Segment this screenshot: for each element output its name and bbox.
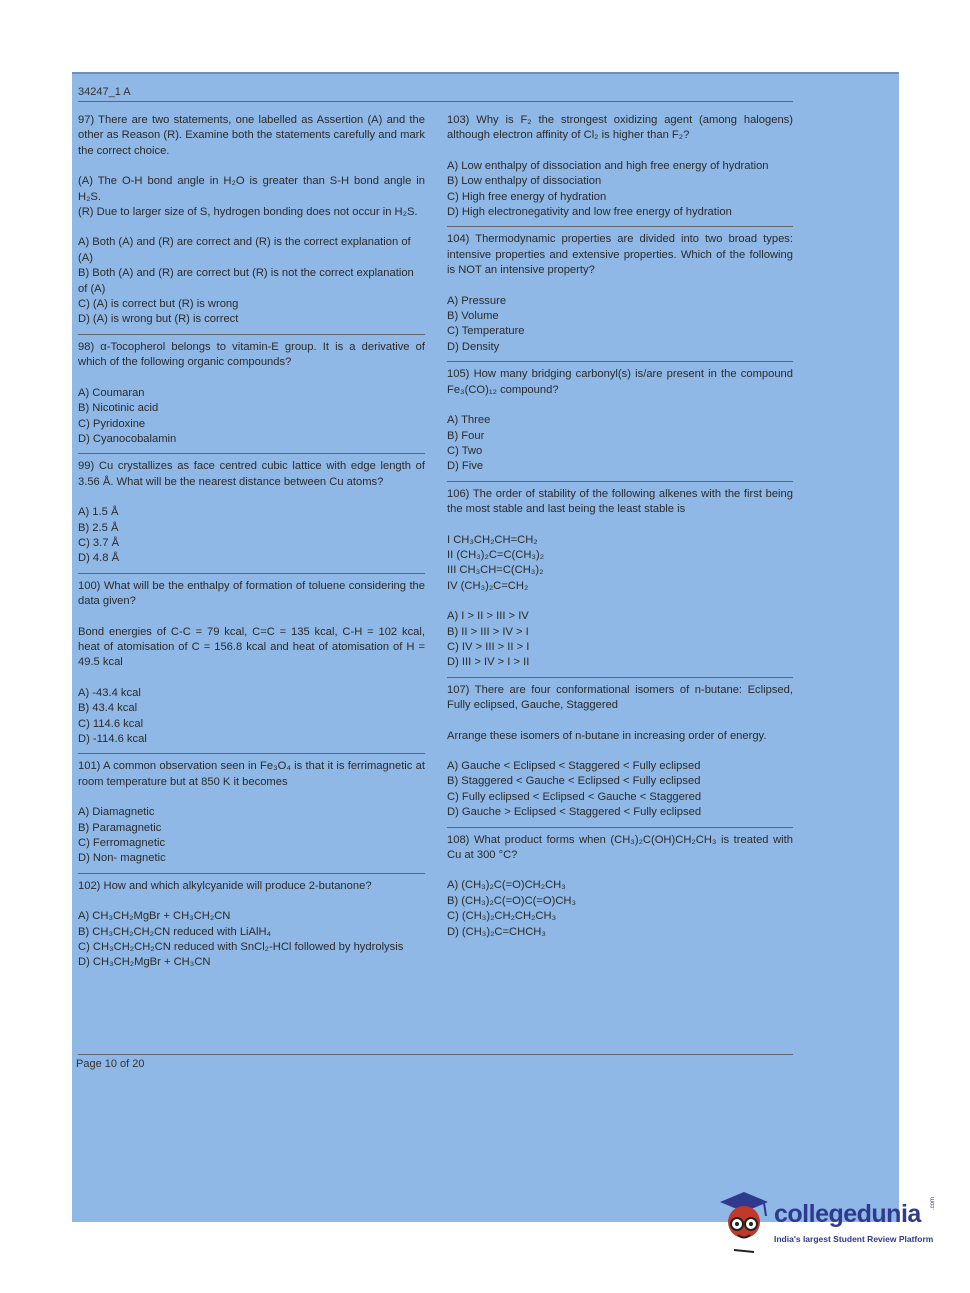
question-statement: IV (CH₃)₂C=CH₂	[447, 579, 529, 592]
question-text: 99) Cu crystallizes as face centred cubic lattice with edge length of 3.56 Å. What will be the nearest distance between Cu atoms?	[78, 460, 425, 488]
question-statement: (A) The O-H bond angle in H₂O is greater than S-H bond angle in H₂S.	[78, 175, 425, 203]
mascot-icon	[712, 1188, 774, 1258]
spacer	[447, 279, 793, 294]
answer-option[interactable]: B) Low enthalpy of dissociation	[447, 175, 602, 188]
answer-option[interactable]: D) Non- magnetic	[78, 852, 166, 865]
spacer	[78, 610, 425, 625]
answer-option[interactable]: B) Paramagnetic	[78, 821, 162, 834]
logo-domain: .com	[930, 1196, 936, 1210]
answer-option[interactable]: A) Gauche < Eclipsed < Staggered < Fully eclipsed	[447, 760, 701, 772]
paper-code: 34247_1 A	[78, 86, 131, 98]
answer-option[interactable]: C) (A) is correct but (R) is wrong	[78, 298, 239, 311]
answer-option[interactable]: D) High electronegativity and low free energy of hydration	[447, 206, 732, 219]
answer-option[interactable]: B) 43.4 kcal	[78, 702, 138, 715]
answer-option[interactable]: D) CH₃CH₂MgBr + CH₃CN	[78, 956, 211, 969]
answer-option[interactable]: C) Fully eclipsed < Eclipsed < Gauche < Staggered	[447, 790, 702, 803]
spacer	[78, 894, 425, 909]
question-statement: (R) Due to larger size of S, hydrogen bonding does not occur in H₂S.	[78, 206, 418, 219]
header-rule	[78, 101, 793, 102]
question-separator	[447, 481, 793, 482]
logo-tagline: India's largest Student Review Platform	[774, 1234, 934, 1244]
footer-rule	[78, 1054, 793, 1055]
question-text: 102) How and which alkylcyanide will produce 2-butanone?	[78, 879, 372, 892]
answer-option[interactable]: C) CH₃CH₂CH₂CN reduced with SnCl₂-HCl followed by hydrolysis	[78, 941, 404, 954]
answer-option[interactable]: C) IV > III > II > I	[447, 640, 530, 653]
question-text: 106) The order of stability of the following alkenes with the first being the most stable and last being the least stable is	[447, 487, 793, 516]
answer-option[interactable]: D) III > IV > I > II	[447, 656, 530, 669]
answer-option[interactable]: C) Two	[447, 444, 483, 457]
question-separator	[447, 361, 793, 362]
question-separator	[447, 226, 793, 227]
answer-option[interactable]: B) Both (A) and (R) are correct but (R) is not the correct explanation of (A)	[78, 267, 414, 295]
spacer	[78, 671, 425, 686]
answer-option[interactable]: B) CH₃CH₂CH₂CN reduced with LiAlH₄	[78, 925, 272, 938]
answer-option[interactable]: D) Cyanocobalamin	[78, 432, 177, 445]
spacer	[78, 220, 425, 235]
question-statement: Bond energies of C-C = 79 kcal, C=C = 135 kcal, C-H = 102 kcal, heat of atomisation of C = 156.8 kcal and heat of atomisation of H = 49.5 kcal	[78, 625, 425, 669]
question-text: 97) There are two statements, one labelled as Assertion (A) and the other as Reason (R). Examine both the statements carefully and mark the correct choice.	[78, 114, 425, 157]
question-statement: Arrange these isomers of n-butane in increasing order of energy.	[447, 729, 767, 742]
answer-option[interactable]: D) -114.6 kcal	[78, 733, 147, 745]
answer-option[interactable]: A) Both (A) and (R) are correct and (R) is the correct explanation of (A)	[78, 236, 411, 264]
answer-option[interactable]: D) Density	[447, 340, 500, 353]
answer-option[interactable]: B) (CH₃)₂C(=O)C(=O)CH₃	[447, 894, 577, 907]
question-separator	[447, 827, 793, 828]
answer-option[interactable]: C) Temperature	[447, 325, 525, 338]
answer-option[interactable]: D) 4.8 Å	[78, 552, 120, 565]
question-text: 104) Thermodynamic properties are divided into two broad types: intensive properties and extensive properties. Which of the following is NOT an intensive property?	[447, 233, 793, 277]
right-column	[447, 113, 793, 940]
page-number: Page 10 of 20	[76, 1058, 145, 1070]
answer-option[interactable]: D) (CH₃)₂C=CHCH₃	[447, 925, 546, 938]
question-statement: III CH₃CH=C(CH₃)₂	[447, 564, 544, 577]
question-text: 103) Why is F₂ the strongest oxidizing agent (among halogens) although electron affinity of Cl₂ is higher than F₂?	[447, 114, 793, 142]
question-separator	[78, 334, 425, 335]
spacer	[447, 744, 793, 759]
answer-option[interactable]: B) 2.5 Å	[78, 521, 119, 534]
answer-option[interactable]: B) Volume	[447, 310, 499, 323]
spacer	[447, 594, 793, 609]
collegedunia-logo	[712, 1188, 942, 1258]
answer-option[interactable]: A) Diamagnetic	[78, 806, 155, 819]
question-text: 101) A common observation seen in Fe₃O₄ is that it is ferrimagnetic at room temperature but at 850 K it becomes	[78, 760, 425, 788]
question-text: 105) How many bridging carbonyl(s) is/are present in the compound Fe₃(CO)₁₂ compound?	[447, 368, 793, 396]
answer-option[interactable]: A) -43.4 kcal	[78, 686, 141, 699]
spacer	[447, 398, 793, 413]
question-statement: I CH₃CH₂CH=CH₂	[447, 533, 538, 546]
answer-option[interactable]: A) I > II > III > IV	[447, 610, 529, 623]
spacer	[447, 863, 793, 878]
answer-option[interactable]: A) Coumaran	[78, 386, 145, 399]
answer-option[interactable]: B) Four	[447, 429, 485, 442]
answer-option[interactable]: A) Pressure	[447, 294, 507, 307]
answer-option[interactable]: C) (CH₃)₂CH₂CH₂CH₃	[447, 910, 557, 923]
answer-option[interactable]: A) (CH₃)₂C(=O)CH₂CH₃	[447, 879, 566, 892]
answer-option[interactable]: A) Low enthalpy of dissociation and high free energy of hydration	[447, 159, 769, 172]
answer-option[interactable]: C) Pyridoxine	[78, 417, 146, 430]
answer-option[interactable]: A) 1.5 Å	[78, 506, 119, 519]
answer-option[interactable]: D) Five	[447, 460, 484, 473]
question-separator	[78, 873, 425, 874]
answer-option[interactable]: A) Three	[447, 414, 491, 427]
answer-option[interactable]: B) Nicotinic acid	[78, 402, 159, 415]
spacer	[447, 714, 793, 729]
answer-option[interactable]: D) Gauche > Eclipsed < Staggered < Fully eclipsed	[447, 806, 702, 819]
question-text: 107) There are four conformational isomers of n-butane: Eclipsed, Fully eclipsed, Gauche, Staggered	[447, 683, 793, 712]
spacer	[78, 790, 425, 805]
question-separator	[78, 573, 425, 574]
spacer	[78, 159, 425, 174]
question-text: 100) What will be the enthalpy of formation of toluene considering the data given?	[78, 579, 425, 608]
logo-wordmark: collegedunia	[774, 1200, 921, 1228]
answer-option[interactable]: C) 3.7 Å	[78, 536, 120, 549]
spacer	[78, 371, 425, 386]
answer-option[interactable]: C) 114.6 kcal	[78, 717, 144, 730]
left-column	[78, 113, 425, 971]
question-separator	[447, 677, 793, 678]
answer-option[interactable]: A) CH₃CH₂MgBr + CH₃CH₂CN	[78, 910, 231, 923]
spacer	[78, 490, 425, 505]
question-text: 108) What product forms when (CH₃)₂C(OH)CH₂CH₃ is treated with Cu at 300 °C?	[447, 833, 793, 862]
spacer	[447, 144, 793, 159]
question-statement: II (CH₃)₂C=C(CH₃)₂	[447, 548, 545, 561]
spacer	[447, 518, 793, 533]
answer-option[interactable]: C) High free energy of hydration	[447, 190, 607, 203]
question-separator	[78, 753, 425, 754]
answer-option[interactable]: B) II > III > IV > I	[447, 625, 529, 638]
answer-option[interactable]: C) Ferromagnetic	[78, 837, 166, 850]
answer-option[interactable]: B) Staggered < Gauche < Eclipsed < Fully eclipsed	[447, 775, 701, 788]
question-separator	[78, 453, 425, 454]
question-text: 98) α-Tocopherol belongs to vitamin-E group. It is a derivative of which of the following organic compounds?	[78, 340, 425, 369]
answer-option[interactable]: D) (A) is wrong but (R) is correct	[78, 313, 239, 326]
